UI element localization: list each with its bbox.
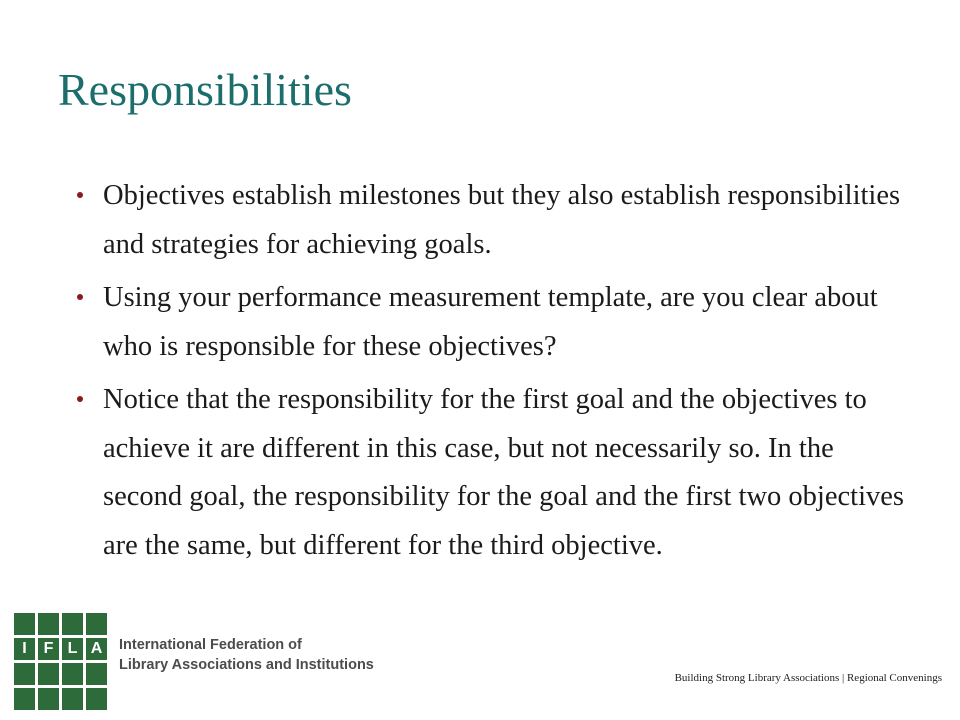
logo-letter: I (22, 640, 27, 657)
bullet-dot-icon (77, 396, 83, 402)
logo-letter: L (67, 640, 78, 657)
logo-letter: A (90, 640, 103, 657)
bullet-dot-icon (77, 294, 83, 300)
organization-name-line1: International Federation of (119, 637, 302, 653)
bullet-text: Using your performance measurement template, are you clear about who is responsible for these objectives? (103, 282, 878, 362)
bullet-item (72, 172, 912, 269)
slide-title: Responsibilities (58, 64, 352, 115)
bullet-text: Objectives establish milestones but they also establish responsibilities and strategies for achieving goals. (103, 180, 901, 260)
bullet-item (72, 274, 912, 371)
bullet-dot-icon (77, 192, 83, 198)
ifla-logo (14, 613, 374, 720)
bullet-list (72, 172, 912, 575)
footer-text: Building Strong Library Associations | Regional Convenings (674, 672, 942, 684)
organization-name-line2: Library Associations and Institutions (119, 657, 374, 673)
bullet-item (72, 376, 912, 570)
logo-letter: F (43, 640, 54, 657)
logo-grid-icon (14, 613, 108, 720)
bullet-text: Notice that the responsibility for the first goal and the objectives to achieve it are different in this case, but not necessarily so. In the second goal, the responsibility for the goal and the first two objectives are the same, but different for the third objective. (103, 384, 904, 561)
organization-name (119, 635, 374, 675)
